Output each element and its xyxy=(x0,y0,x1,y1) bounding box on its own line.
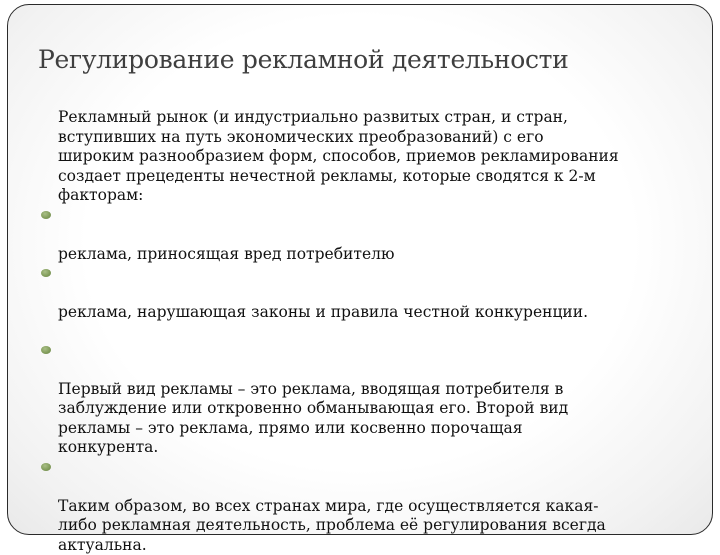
intro-paragraph: Рекламный рынок (и индустриально развитых стран, и стран, вступивших на путь экономических преобразований) с его широким разнообразием форм, способов, приемов рекламирования создает прецеденты нечестной рекламы, которые сводятся к 2-м факторам: xyxy=(40,108,680,206)
slide-title: Регулирование рекламной деятельности xyxy=(38,45,698,74)
slide-body xyxy=(40,108,680,555)
list-item xyxy=(40,458,680,555)
bullet-list-conclusions xyxy=(40,341,680,555)
list-item xyxy=(40,206,680,265)
bullet-dot-icon xyxy=(41,211,51,219)
bullet-dot-icon xyxy=(41,346,51,354)
bullet-text: Таким образом, во всех странах мира, где осуществляется какая- либо рекламная деятельность, проблема её регулирования всегда актуальна. xyxy=(58,497,606,554)
bullet-list-factors xyxy=(40,206,680,323)
bullet-text: Первый вид рекламы – это реклама, вводящая потребителя в заблуждение или откровенно обманывающая его. Второй вид рекламы – это реклама, прямо или косвенно порочащая конкурента. xyxy=(58,380,568,457)
bullet-text: реклама, приносящая вред потребителю xyxy=(58,245,394,263)
bullet-dot-icon xyxy=(41,463,51,471)
bullet-text: реклама, нарушающая законы и правила честной конкуренции. xyxy=(58,303,588,321)
bullet-dot-icon xyxy=(41,269,51,277)
list-item xyxy=(40,264,680,323)
list-item xyxy=(40,341,680,458)
